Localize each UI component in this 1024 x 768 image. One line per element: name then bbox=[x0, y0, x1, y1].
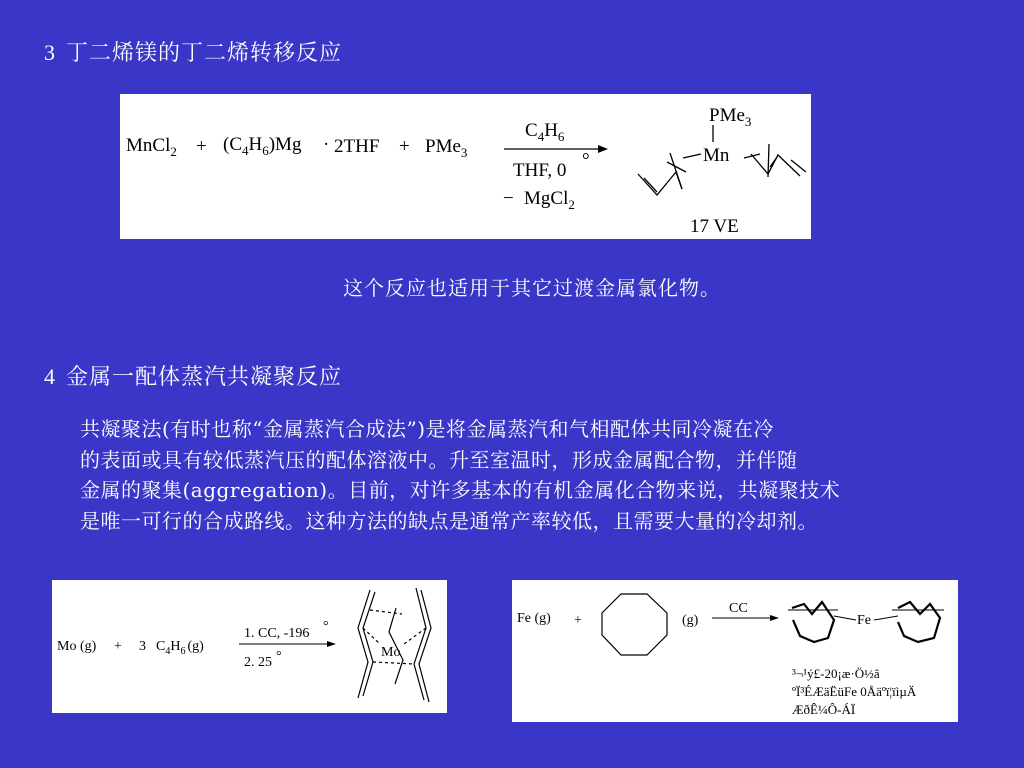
ligand-gas-state: (g) bbox=[682, 613, 699, 628]
product-metal-mo: Mo bbox=[381, 645, 401, 660]
reaction-3-scheme bbox=[512, 580, 958, 722]
reactant-mncl2: MnCl$_2$ bbox=[126, 135, 177, 159]
plus-sign-1: + bbox=[196, 136, 207, 157]
fe-bond-right bbox=[874, 616, 898, 620]
product-metal-mn: Mn bbox=[703, 145, 730, 166]
note-other-metal-chlorides: 这个反应也适用于其它过渡金属氯化物。 bbox=[343, 276, 721, 300]
reaction-2-panel bbox=[52, 580, 447, 713]
reaction-1-panel bbox=[120, 94, 811, 239]
reaction-2-scheme bbox=[52, 580, 447, 713]
plus-sign-3: + bbox=[114, 639, 122, 654]
condition-25: 2. 25 bbox=[244, 655, 272, 670]
reactant-pme3: PMe$_3$ bbox=[425, 136, 468, 160]
section-3-title: 丁二烯镁的丁二烯转移反应 bbox=[66, 41, 343, 66]
reaction-1-scheme bbox=[120, 94, 811, 239]
product-caption-line: ºÏ³ÉÆäËüFe 0Åäºï¦ïìµÄ bbox=[792, 684, 917, 699]
product-metal-fe: Fe bbox=[857, 613, 871, 628]
cot-ligand-left bbox=[788, 602, 838, 642]
reactant-butadiene-gas: $C_4H_6$ (g) bbox=[156, 639, 204, 657]
coefficient-3: 3 bbox=[139, 639, 146, 654]
section-4-number: 4 bbox=[44, 364, 56, 389]
product-ligand-pme3: PMe$_3$ bbox=[709, 105, 752, 129]
reaction-arrow-1 bbox=[504, 145, 608, 153]
condition-cc-minus-196: 1. CC, -196 bbox=[244, 626, 310, 641]
reactant-butadiene-magnesium: $(C_4H_6)Mg$ bbox=[223, 134, 302, 158]
fe-bond-left bbox=[834, 616, 856, 620]
dot-operator: · bbox=[323, 134, 330, 155]
degree-sign-2: ° bbox=[323, 619, 329, 634]
paragraph-line: 的表面或具有较低蒸汽压的配体溶液中。升至室温时，形成金属配合物，并伴随 bbox=[80, 447, 798, 472]
reaction-arrow-2 bbox=[239, 641, 336, 647]
cyclooctatetraene-ring bbox=[602, 594, 667, 655]
condition-cc: CC bbox=[729, 601, 748, 616]
paragraph-line: 共凝聚法(有时也称“金属蒸汽合成法”)是将金属蒸汽和气相配体共同冷凝在冷 bbox=[80, 417, 775, 441]
byproduct-mgcl2: MgCl$_2$ bbox=[524, 188, 575, 212]
byproduct-minus: − bbox=[503, 188, 514, 209]
butadiene-ligand-right bbox=[744, 144, 806, 177]
butadiene-ligand-left bbox=[638, 153, 701, 195]
degree-sign-1: ° bbox=[582, 150, 590, 171]
condition-thf-temperature: THF, 0 bbox=[513, 160, 567, 181]
paragraph-line: 是唯一可行的合成路线。这种方法的缺点是通常产率较低，且需要大量的冷却剂。 bbox=[80, 508, 818, 533]
product-caption-line: ÆðÊ¼Ô-ÁÏ bbox=[792, 702, 856, 717]
section-3-heading bbox=[44, 36, 342, 67]
section-4-title: 金属一配体蒸汽共凝聚反应 bbox=[66, 365, 343, 390]
section-4-heading bbox=[44, 360, 342, 391]
paragraph-line: 金属的聚集(aggregation)。目前，对许多基本的有机金属化合物来说，共凝聚技术 bbox=[80, 478, 841, 502]
plus-sign-2: + bbox=[399, 136, 410, 157]
degree-sign-3: ° bbox=[276, 649, 282, 664]
product-caption-line: ³¬¹ý£-20¡æ·Ö½â bbox=[792, 666, 880, 681]
plus-sign-4: + bbox=[574, 613, 582, 628]
section-3-number: 3 bbox=[44, 40, 56, 65]
electron-count: 17 VE bbox=[690, 216, 739, 237]
co-condensation-paragraph bbox=[80, 414, 1000, 536]
reactant-mo-gas: Mo (g) bbox=[57, 639, 97, 654]
condition-butadiene: $C_4H_6$ bbox=[525, 120, 565, 144]
thf-adduct: 2THF bbox=[334, 136, 380, 157]
reaction-3-panel bbox=[512, 580, 958, 722]
reactant-fe-gas: Fe (g) bbox=[517, 611, 551, 626]
cot-ligand-right bbox=[892, 602, 944, 642]
